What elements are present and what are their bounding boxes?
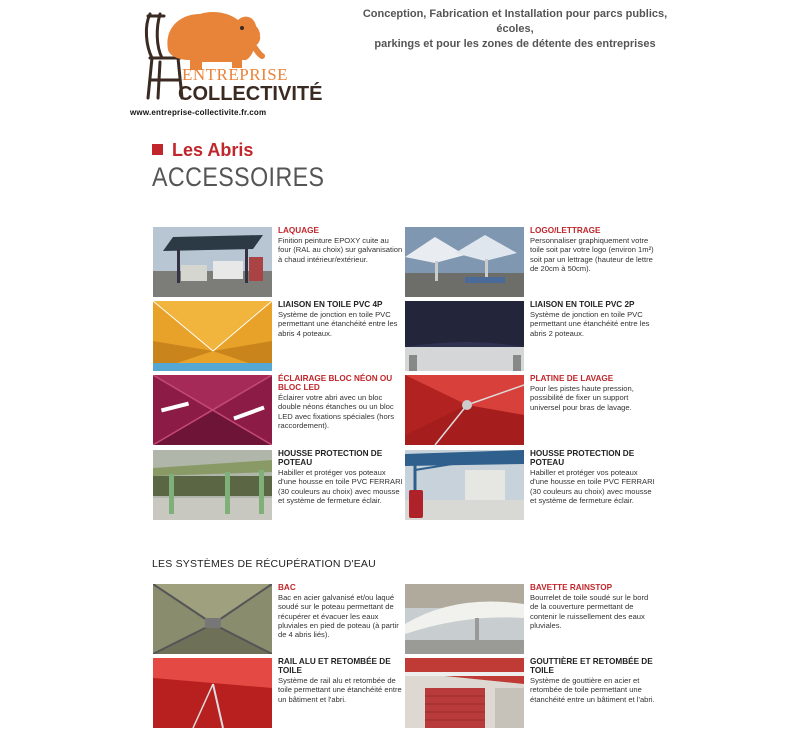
card-housse-2 [405, 449, 655, 520]
photo-housse-1 [153, 450, 272, 520]
card-desc: Habiller et protéger vos poteaux d'une housse en toile PVC FERRARI (30 couleurs au choix) avec mousse et système de fermeture éclair. [278, 468, 403, 505]
elephant-chair-logo-icon [138, 6, 338, 104]
photo-liaison-4p [153, 301, 272, 371]
card-title: LAQUAGE [278, 226, 319, 235]
card-desc: Finition peinture EPOXY cuite au four (RAL au choix) sur galvanisation à chaud intérieur/extérieur. [278, 236, 403, 264]
card-rail-alu [153, 657, 402, 728]
card-desc: Bourrelet de toile soudé sur le bord de la couverture permettant de contenir le ruissellement des eaux pluviales. [530, 593, 649, 630]
card-logo-lettrage [405, 226, 654, 297]
card-laquage [153, 226, 403, 297]
card-platine-lavage [405, 375, 645, 445]
card-title: HOUSSE PROTECTION DE POTEAU [530, 449, 635, 467]
card-title: LIAISON EN TOILE PVC 2P [530, 300, 635, 309]
card-housse-1 [153, 449, 403, 520]
card-eclairage [153, 375, 393, 445]
card-desc: Système de rail alu et retombée de toile permettant une étanchéité entre un bâtiment et l'abri. [278, 676, 402, 704]
photo-gouttiere [405, 658, 524, 728]
brand-line1: ENTREPRISE [182, 65, 289, 84]
card-desc: Éclairer votre abri avec un bloc double néons étanches ou un bloc LED avec fixations spéciales (hors raccordement). [278, 393, 395, 430]
photo-bac [153, 584, 272, 654]
photo-liaison-2p [405, 301, 524, 371]
tagline-line2: parkings et pour les zones de détente des entreprises [374, 38, 656, 50]
photo-logo-lettrage [405, 227, 524, 297]
card-title: HOUSSE PROTECTION DE POTEAU [278, 449, 383, 467]
card-desc: Pour les pistes haute pression, possibilité de fixer un support universel pour bras de lavage. [530, 384, 634, 412]
red-square-icon [152, 144, 163, 155]
brand-logo [138, 6, 338, 104]
photo-platine-lavage [405, 375, 524, 445]
card-desc: Système de gouttière en acier et retombée de toile permettant une étanchéité entre un bâtiment et l'abri. [530, 676, 655, 704]
card-desc: Habiller et protéger vos poteaux d'une housse en toile PVC FERRARI (30 couleurs au choix) avec mousse et système de fermeture éclair. [530, 468, 655, 505]
photo-eclairage [153, 375, 272, 445]
card-desc: Système de jonction en toile PVC permettant une étanchéité entre les abris 2 poteaux. [530, 310, 650, 338]
card-title: RAIL ALU ET RETOMBÉE DE TOILE [278, 657, 391, 675]
brand-line2: COLLECTIVITÉ [178, 83, 323, 104]
card-liaison-4p [153, 300, 398, 371]
card-title: BAVETTE RAINSTOP [530, 583, 613, 592]
photo-bavette-rainstop [405, 584, 524, 654]
tagline [345, 7, 685, 52]
card-title: LIAISON EN TOILE PVC 4P [278, 300, 383, 309]
website-link[interactable]: www.entreprise-collectivite.fr.com [130, 108, 267, 117]
photo-rail-alu [153, 658, 272, 728]
card-title: GOUTTIÈRE ET RETOMBÉE DE TOILE [530, 657, 653, 675]
card-title: BAC [278, 583, 296, 592]
card-bavette-rainstop [405, 583, 649, 654]
card-desc: Système de jonction en toile PVC permettant une étanchéité entre les abris 4 poteaux. [278, 310, 398, 338]
tagline-line1: Conception, Fabrication et Installation pour parcs publics, écoles, [362, 8, 668, 35]
page-subtitle: ACCESSOIRES [152, 162, 325, 192]
card-title: ÉCLAIRAGE BLOC NÉON OU BLOC LED [278, 374, 393, 392]
card-title: LOGO/LETTRAGE [530, 226, 601, 235]
water-section-title: LES SYSTÈMES DE RÉCUPÉRATION D'EAU [152, 558, 376, 570]
card-desc: Personnaliser graphiquement votre toile soit par votre logo (environ 1m²) soit par un lettrage (hauteur de lettre de 20cm à 50cm). [530, 236, 654, 273]
card-title: PLATINE DE LAVAGE [530, 374, 614, 383]
photo-laquage [153, 227, 272, 297]
section-title [152, 140, 253, 161]
card-bac [153, 583, 399, 654]
card-desc: Bac en acier galvanisé et/ou laqué soudé sur le poteau permettant de récupérer et évacuer les eaux pluviales en pied de poteau (à partir de 4 abris liés). [278, 593, 399, 640]
section-title-text: Les Abris [172, 140, 254, 160]
card-gouttiere [405, 657, 655, 728]
card-liaison-2p [405, 300, 650, 371]
photo-housse-2 [405, 450, 524, 520]
